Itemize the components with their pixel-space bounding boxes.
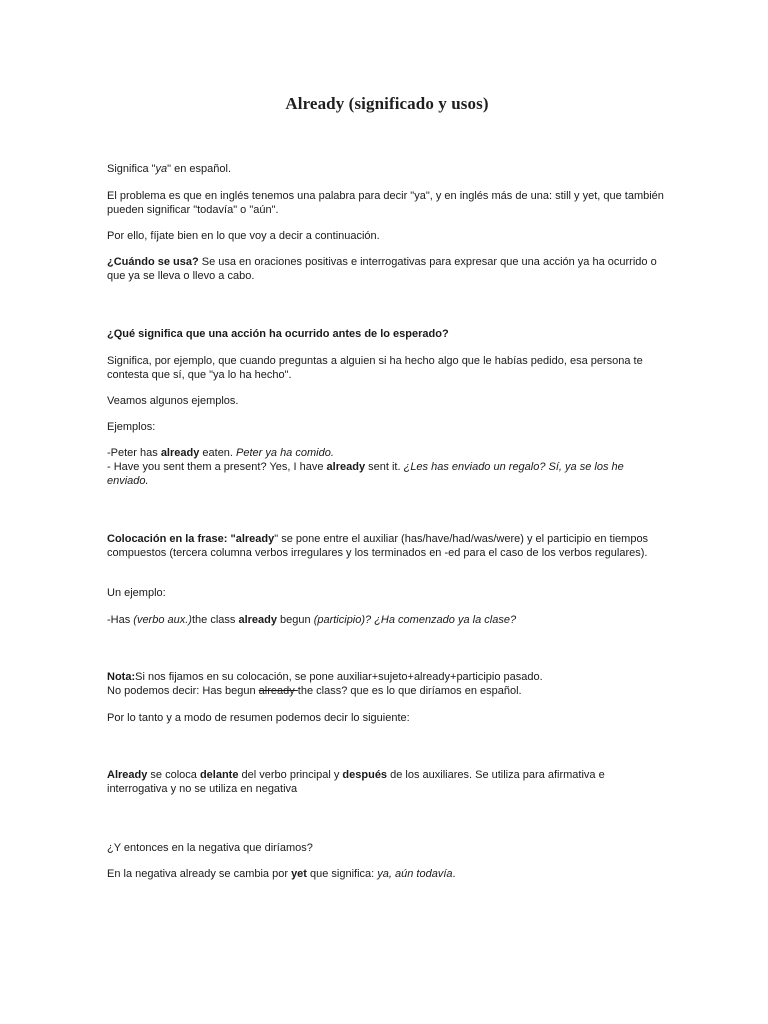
italic-text: (participio)? ¿Ha comenzado ya la clase? [313,614,517,626]
text: -Peter has [107,447,161,459]
text: que significa: [306,868,378,880]
text: - Have you sent them a present? Yes, I have [107,461,327,473]
bold-text: Already [107,769,148,781]
italic-text: (verbo aux.) [133,614,192,626]
paragraph-negative-question: ¿Y entonces en la negativa que diríamos? [107,842,313,854]
text: " se pone entre el auxiliar (has/have/had/was/were) y el participio en tiempos compuestos (tercera columna verbos irregulares y los terminados en -ed para el caso de los verbos regulares). [107,533,649,559]
bold-text: ¿Cuándo se usa? [107,256,199,268]
label-one-example: Un ejemplo: [107,587,166,599]
paragraph-attention: Por ello, fíjate bien en lo que voy a decir a continuación. [107,230,380,242]
paragraph-summary-intro: Por lo tanto y a modo de resumen podemos decir lo siguiente: [107,712,410,724]
text: se coloca [147,769,200,781]
bold-text: yet [291,868,307,880]
example-1 [107,447,334,459]
example-list [107,446,667,488]
heading-what-means [107,327,667,341]
text: Significa " [107,163,156,175]
example-2 [107,461,624,487]
bold-text: Nota: [107,671,136,683]
text: del verbo principal y [238,769,343,781]
strikethrough-text: already [258,685,298,697]
example-3 [107,613,667,627]
text: En la negativa already se cambia por [107,868,292,880]
italic-text: Peter ya ha comido. [236,447,334,459]
paragraph-lets-see: Veamos algunos ejemplos. [107,395,239,407]
text: -Has [107,614,134,626]
text: the class? que es lo que diríamos en español. [297,685,522,697]
text: de los auxiliares. Se utiliza para afirmativa e interrogativa y no se utiliza en negativa [107,769,605,795]
text: . [452,868,456,880]
bold-text: already [160,447,200,459]
italic-text: ya, aún todavía [377,868,453,880]
text: " en español. [167,163,232,175]
label-examples: Ejemplos: [107,421,156,433]
bold-text: después [342,769,388,781]
paragraph-placement [107,532,667,560]
paragraph-negative-answer [107,867,667,881]
paragraph-meaning [107,162,667,176]
text: sent it. [365,461,404,473]
italic-text: ¿Les has enviado un regalo? Sí, ya se los he enviado. [107,461,624,487]
bold-text: already [326,461,366,473]
text: begun [276,614,314,626]
paragraph-summary [107,768,667,796]
text: eaten. [199,447,237,459]
text: No podemos decir: Has begun [107,685,259,697]
bold-text: Colocación en la frase: "already [107,533,275,545]
paragraph-explanation: Significa, por ejemplo, que cuando preguntas a alguien si ha hecho algo que le habías pedido, esa persona te contesta que sí, que "ya lo ha hecho". [107,355,643,381]
text: the class [191,614,239,626]
paragraph-note [107,670,667,698]
bold-text: already [238,614,277,626]
italic-text: ya [155,163,168,175]
page-title: Already (significado y usos) [285,94,489,113]
bold-text: ¿Qué significa que una acción ha ocurrido antes de lo esperado? [107,328,449,340]
paragraph-problem: El problema es que en inglés tenemos una palabra para decir "ya", y en inglés más de una: still y yet, que también pueden significar "todavía" o "aún". [107,190,664,216]
bold-text: delante [199,769,239,781]
paragraph-when-used [107,255,667,283]
text: Si nos fijamos en su colocación, se pone auxiliar+sujeto+already+participio pasado. [135,671,543,683]
text: Se usa en oraciones positivas e interrogativas para expresar que una acción ya ha ocurrido o que ya se lleva o llevo a cabo. [107,256,657,282]
